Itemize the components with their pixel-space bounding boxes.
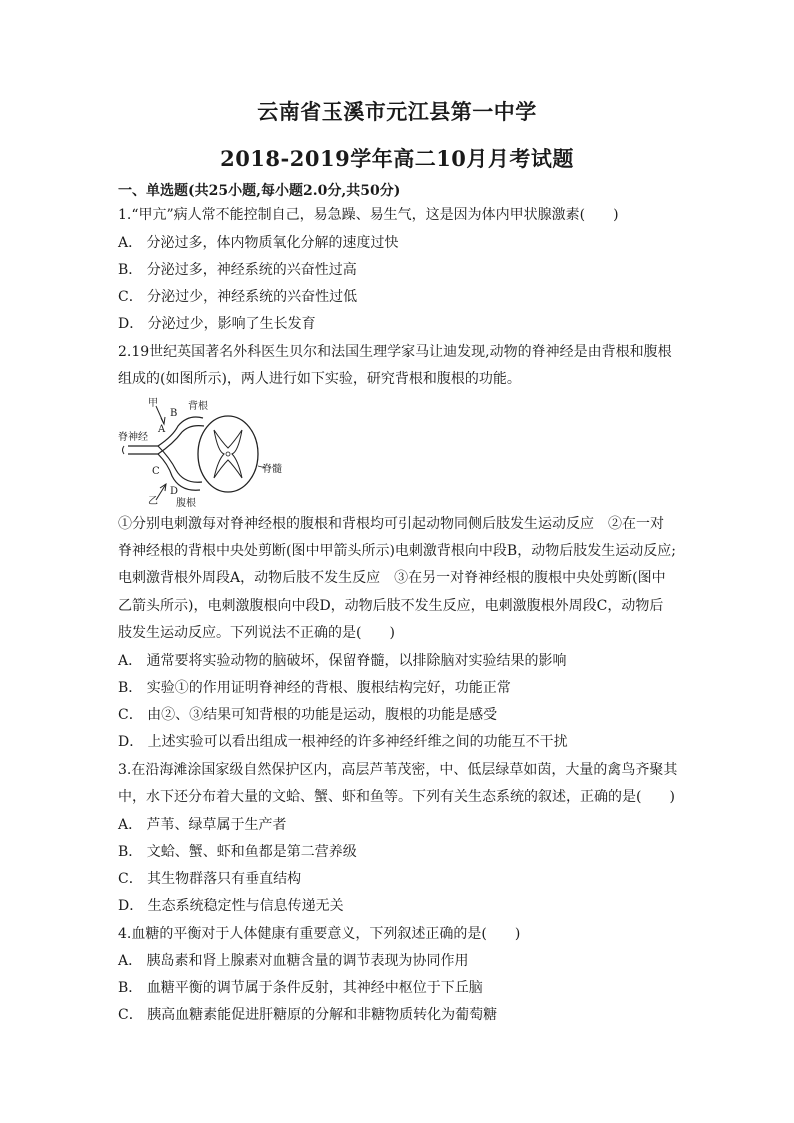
q4-stem: 4.血糖的平衡对于人体健康有重要意义，下列叙述正确的是( ) — [118, 926, 521, 942]
q3-stem-line-1: 3.在沿海滩涂国家级自然保护区内，高层芦苇茂密，中、低层绿草如茵，大量的禽鸟齐聚其 — [118, 762, 678, 778]
school-title: 云南省玉溪市元江县第一中学 — [257, 99, 537, 124]
label-dorsal-root: 背根 — [188, 401, 208, 412]
q1-option-a: A． 分泌过多，体内物质氧化分解的速度过快 — [118, 235, 399, 251]
q1-option-d: D． 分泌过少，影响了生长发育 — [118, 316, 316, 332]
q2-body-line-1: ①分别电刺激每对脊神经根的腹根和背根均可引起动物同侧后肢发生运动反应 ②在一对 — [118, 516, 664, 532]
q3-option-d: D． 生态系统稳定性与信息传递无关 — [118, 898, 344, 914]
q2-option-b: B． 实验①的作用证明脊神经的背根、腹根结构完好，功能正常 — [118, 680, 511, 696]
q2-body-line-2: 脊神经根的背根中央处剪断(图中甲箭头所示)电刺激背根向中段B，动物后肢发生运动反应; — [118, 543, 676, 559]
q1-stem: 1.“甲亢”病人常不能控制自己，易急躁、易生气，这是因为体内甲状腺激素( ) — [118, 207, 619, 223]
section-heading: 一、单选题(共25小题,每小题2.0分,共50分) — [118, 183, 401, 199]
label-spinal-cord: 脊髓 — [262, 464, 282, 475]
q2-option-a: A． 通常要将实验动物的脑破坏，保留脊髓，以排除脑对实验结果的影响 — [118, 653, 567, 669]
q2-body-line-4: 乙箭头所示)，电刺激腹根向中段D，动物后肢不发生反应，电刺激腹根外周段C，动物后 — [118, 598, 664, 614]
q2-stem-line-2: 组成的(如图所示)，两人进行如下实验，研究背根和腹根的功能。 — [118, 371, 521, 387]
q2-body-line-5: 肢发生运动反应。下列说法不正确的是( ) — [118, 625, 395, 641]
spinal-nerve-diagram — [118, 396, 298, 508]
q3-stem-line-2: 中，水下还分布着大量的文蛤、蟹、虾和鱼等。下列有关生态系统的叙述，正确的是( ) — [118, 789, 675, 805]
q2-option-c: C． 由②、③结果可知背根的功能是运动，腹根的功能是感受 — [118, 707, 498, 723]
label-a: A — [158, 424, 166, 435]
q2-option-d: D． 上述实验可以看出组成一根神经的许多神经纤维之间的功能互不干扰 — [118, 734, 568, 750]
label-ventral-root: 腹根 — [176, 498, 196, 508]
label-yi: 乙 — [148, 496, 158, 507]
q2-body-line-3: 电刺激背根外周段A，动物后肢不发生反应 ③在另一对脊神经根的腹根中央处剪断(图中 — [118, 570, 666, 586]
label-d: D — [170, 486, 179, 497]
q2-stem-line-1: 2.19世纪英国著名外科医生贝尔和法国生理学家马让迪发现,动物的脊神经是由背根和腹根 — [118, 344, 672, 360]
label-jia: 甲 — [148, 398, 158, 409]
label-c: C — [152, 466, 160, 477]
label-b: B — [170, 408, 178, 419]
label-spinal-nerve: 脊神经 — [118, 432, 148, 443]
q4-option-c: C． 胰高血糖素能促进肝糖原的分解和非糖物质转化为葡萄糖 — [118, 1007, 498, 1023]
q1-option-c: C． 分泌过少，神经系统的兴奋性过低 — [118, 289, 358, 305]
exam-title: 2018-2019学年高二10月月考试题 — [220, 146, 574, 171]
q3-option-a: A． 芦苇、绿草属于生产者 — [118, 817, 287, 833]
q3-option-b: B． 文蛤、蟹、虾和鱼都是第二营养级 — [118, 844, 357, 860]
q1-option-b: B． 分泌过多，神经系统的兴奋性过高 — [118, 262, 357, 278]
q4-option-a: A． 胰岛素和肾上腺素对血糖含量的调节表现为协同作用 — [118, 953, 469, 969]
q4-option-b: B． 血糖平衡的调节属于条件反射，其神经中枢位于下丘脑 — [118, 980, 483, 996]
q3-option-c: C． 其生物群落只有垂直结构 — [118, 871, 302, 887]
